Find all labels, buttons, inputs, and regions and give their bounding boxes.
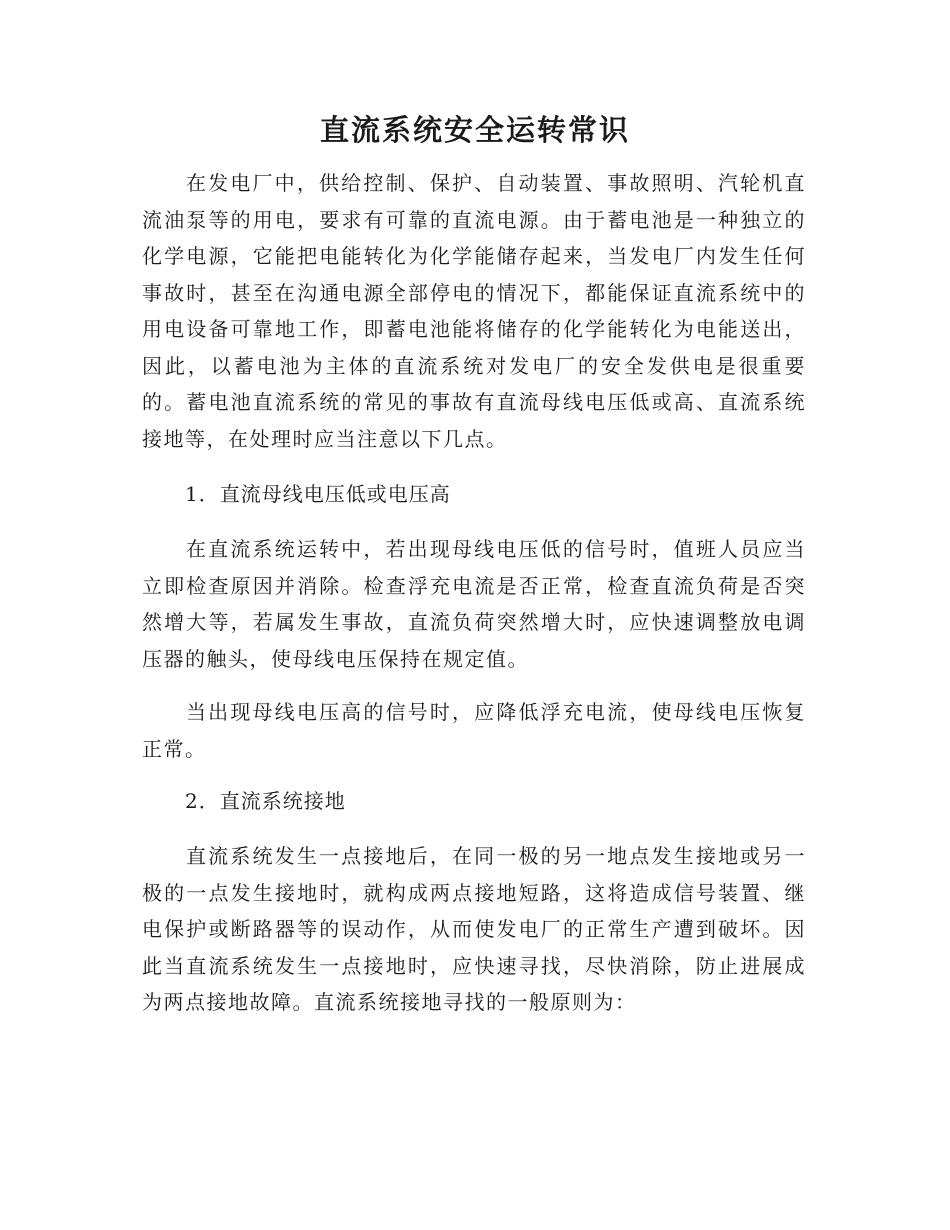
intro-paragraph: 在发电厂中，供给控制、保护、自动装置、事故照明、汽轮机直流油泵等的用电，要求有可靠的直流电源。由于蓄电池是一种独立的化学电源，它能把电能转化为化学能储存起来，当发电厂内发生任何事故时，甚至在沟通电源全部停电的情况下，都能保证直流系统中的用电设备可靠地工作，即蓄电池能将储存的化学能转化为电能送出，因此，以蓄电池为主体的直流系统对发电厂的安全发供电是很重要的。蓄电池直流系统的常见的事故有直流母线电压低或高、直流系统接地等，在处理时应当注意以下几点。 bbox=[142, 171, 806, 451]
section-1-paragraph-2: 当出现母线电压高的信号时，应降低浮充电流，使母线电压恢复正常。 bbox=[142, 700, 806, 761]
section-1-paragraph-1: 在直流系统运转中，若出现母线电压低的信号时，值班人员应当立即检查原因并消除。检查浮充电流是否正常，检查直流负荷是否突然增大等，若属发生事故，直流负荷突然增大时，应快速调整放电调压器的触头，使母线电压保持在规定值。 bbox=[142, 537, 806, 671]
document-title: 直流系统安全运转常识 bbox=[319, 113, 630, 147]
section-2-paragraph-1: 直流系统发生一点接地后，在同一极的另一地点发生接地或另一极的一点发生接地时，就构成两点接地短路，这将造成信号装置、继电保护或断路器等的误动作，从而使发电厂的正常生产遭到破坏。因此当直流系统发生一点接地时，应快速寻找，尽快消除，防止进展成为两点接地故障。直流系统接地寻找的一般原则为： bbox=[142, 844, 806, 1014]
section-heading-2: 2．直流系统接地 bbox=[185, 789, 346, 813]
section-heading-1: 1．直流母线电压低或电压高 bbox=[185, 482, 451, 506]
